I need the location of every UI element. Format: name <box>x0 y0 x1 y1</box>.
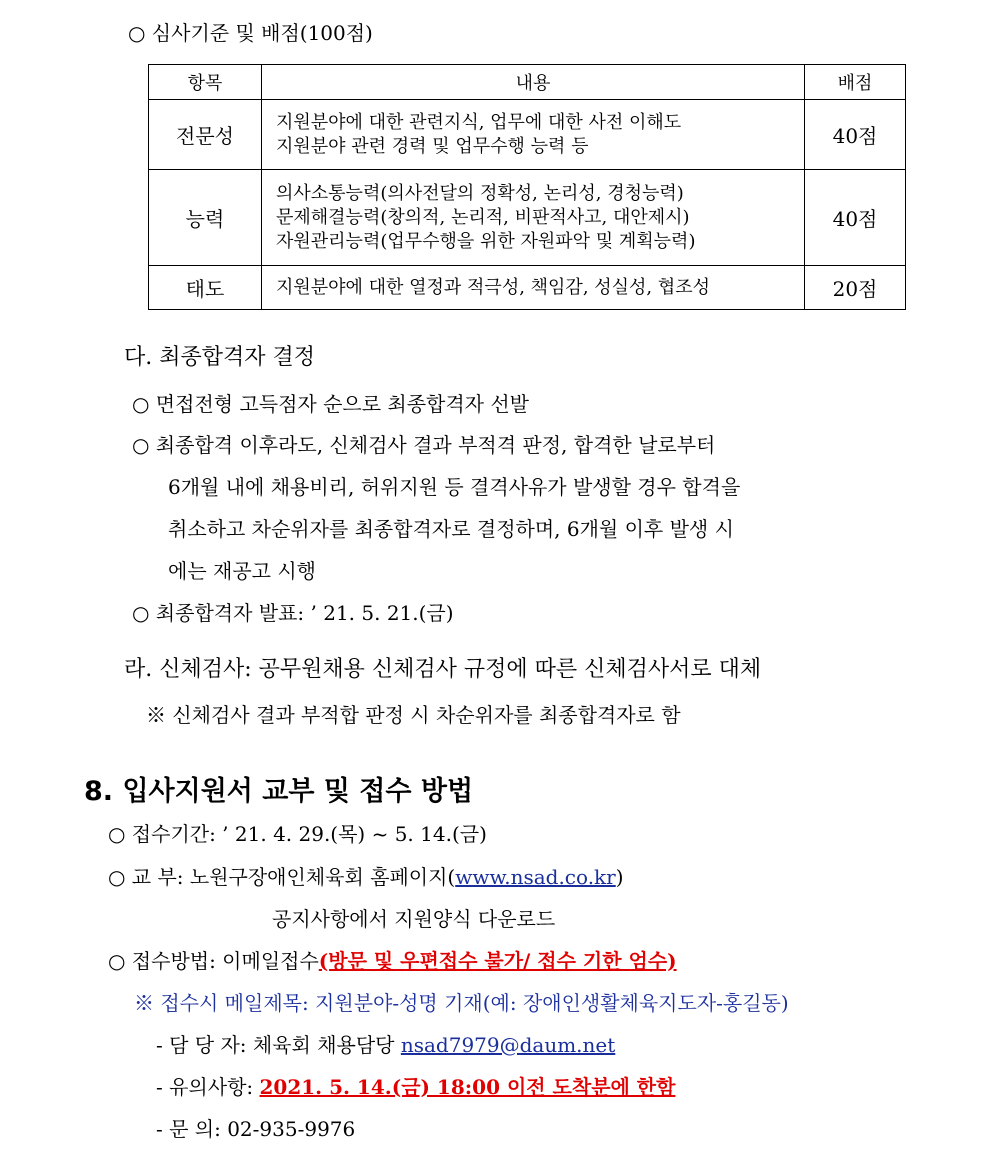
final-bullet-2-line-2: 6개월 내에 채용비리, 허위지원 등 결격사유가 발생할 경우 합격을 <box>168 475 741 499</box>
content-line: 지원분야에 대한 열정과 적극성, 책임감, 성실성, 협조성 <box>276 276 711 298</box>
row-item: 전문성 <box>149 100 262 170</box>
notice-line <box>156 1074 675 1100</box>
row-score: 40점 <box>805 100 906 170</box>
notice-label: - 유의사항: <box>156 1075 260 1099</box>
method-label: ○ 접수방법: 이메일접수 <box>108 949 319 973</box>
row-item: 태도 <box>149 266 262 310</box>
content-line: 자원관리능력(업무수행을 위한 자원파악 및 계획능력) <box>276 230 696 252</box>
header-content: 내용 <box>262 65 805 100</box>
criteria-table <box>148 64 906 310</box>
medical-note: ※ 신체검사 결과 부적합 판정 시 차순위자를 최종합격자로 함 <box>146 703 681 727</box>
content-line: 의사소통능력(의사전달의 정확성, 논리성, 경청능력) <box>276 182 684 204</box>
final-bullet-3: ○ 최종합격자 발표: ’ 21. 5. 21.(금) <box>132 601 454 625</box>
notice-deadline: 2021. 5. 14.(금) 18:00 이전 도착분에 한함 <box>259 1075 676 1099</box>
content-line: 문제해결능력(창의적, 논리적, 비판적사고, 대안제시) <box>276 206 690 228</box>
row-score: 40점 <box>805 170 906 266</box>
content-line: 지원분야에 대한 관련지식, 업무에 대한 사전 이해도 <box>276 111 682 133</box>
table-row <box>149 170 906 266</box>
final-bullet-2-line-4: 에는 재공고 시행 <box>168 559 316 583</box>
method-line <box>108 948 677 974</box>
method-warning: (방문 및 우편접수 불가/ 접수 기한 엄수) <box>318 949 677 973</box>
row-content <box>262 170 805 266</box>
header-score: 배점 <box>805 65 906 100</box>
medical-heading: 라. 신체검사: 공무원채용 신체검사 규정에 따른 신체검사서로 대체 <box>124 657 762 682</box>
section-8-title: 8. 입사지원서 교부 및 접수 방법 <box>84 776 474 807</box>
row-content <box>262 100 805 170</box>
final-bullet-2-line-3: 취소하고 차순위자를 최종합격자로 결정하며, 6개월 이후 발생 시 <box>168 517 734 541</box>
inquiry-line: - 문 의: 02-935-9976 <box>156 1117 356 1141</box>
header-item: 항목 <box>149 65 262 100</box>
contact-email-link[interactable]: nsad7979@daum.net <box>400 1033 616 1057</box>
table-row <box>149 100 906 170</box>
issue-line <box>108 864 624 890</box>
final-bullet-1: ○ 면접전형 고득점자 순으로 최종합격자 선발 <box>132 392 529 416</box>
contact-line <box>156 1032 615 1058</box>
table-header-row <box>149 65 906 100</box>
issue-line-2: 공지사항에서 지원양식 다운로드 <box>272 907 556 931</box>
homepage-link[interactable]: www.nsad.co.kr <box>455 865 616 889</box>
final-heading: 다. 최종합격자 결정 <box>124 345 315 370</box>
row-score: 20점 <box>805 266 906 310</box>
issue-label: ○ 교 부: 노원구장애인체육회 홈페이지( <box>108 865 456 889</box>
row-content <box>262 266 805 310</box>
contact-label: - 담 당 자: 체육회 채용담당 <box>156 1033 401 1057</box>
receipt-period: ○ 접수기간: ’ 21. 4. 29.(목) ~ 5. 14.(금) <box>108 822 487 846</box>
row-item: 능력 <box>149 170 262 266</box>
final-bullet-2-line-1: ○ 최종합격 이후라도, 신체검사 결과 부적격 판정, 합격한 날로부터 <box>132 433 716 457</box>
issue-close: ) <box>615 865 624 889</box>
table-row <box>149 266 906 310</box>
content-line: 지원분야 관련 경력 및 업무수행 능력 등 <box>276 135 589 157</box>
mail-subject-note: ※ 접수시 메일제목: 지원분야-성명 기재(예: 장애인생활체육지도자-홍길동) <box>134 991 789 1015</box>
criteria-heading: ○ 심사기준 및 배점(100점) <box>128 21 373 45</box>
